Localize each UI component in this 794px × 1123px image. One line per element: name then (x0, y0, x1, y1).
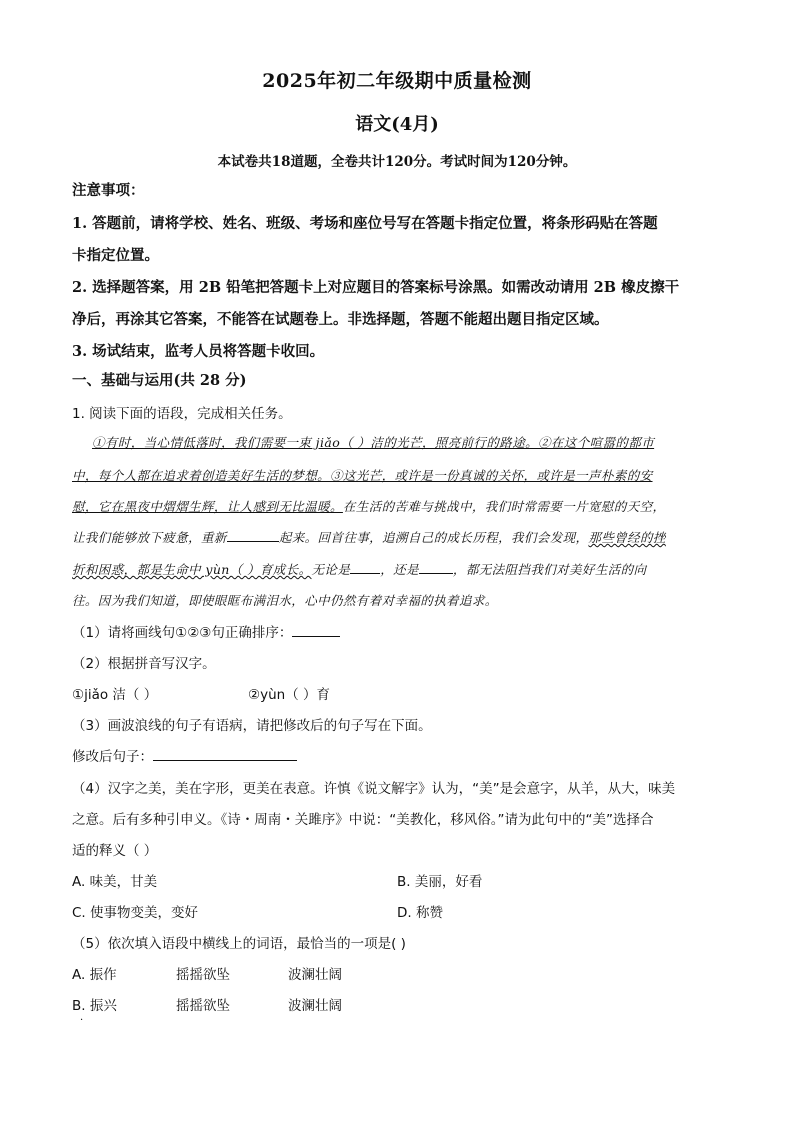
answer-blank-revision[interactable] (153, 748, 297, 761)
option-5a-word-1[interactable]: A. 振作 (72, 967, 117, 983)
sub-question-4-line-2: 之意。后有多种引申义。《诗・周南・关雎序》中说：“美教化，移风俗。”请为此句中的“美”选择合 (72, 812, 654, 828)
note-1-line-1: 1. 答题前，请将学校、姓名、班级、考场和座位号写在答题卡指定位置，将条形码贴在答题 (72, 215, 658, 232)
page-subtitle: 语文(4月) (355, 114, 439, 135)
passage-text: 让我们能够放下疲惫，重新 (72, 530, 227, 545)
passage-underlined-sentence: 中，每个人都在追求着创造美好生活的梦想。③这光芒，或许是一份真诚的关怀，或许是一声朴素的安 (72, 468, 653, 483)
option-c[interactable]: C. 使事物变美，变好 (72, 905, 199, 921)
option-a[interactable]: A. 味美，甘美 (72, 874, 158, 890)
answer-blank-order[interactable] (292, 624, 340, 637)
passage-line-4 (72, 528, 722, 546)
page-title: 2025年初二年级期中质量检测 (262, 70, 532, 92)
note-1-line-2: 卡指定位置。 (72, 247, 159, 264)
pinyin-item-b: ②yùn（ ）育 (248, 687, 330, 703)
question-1-stem: 1. 阅读下面的语段，完成相关任务。 (72, 406, 292, 422)
wavy-underlined-sentence: 那些曾经的挫 (588, 530, 666, 545)
fill-blank-2[interactable] (350, 561, 380, 574)
option-5a-word-2: 摇摇欲坠 (176, 967, 230, 983)
passage-line-5 (72, 560, 722, 578)
fill-blank-3[interactable] (419, 561, 453, 574)
passage-line-2 (72, 466, 722, 484)
section-1-heading: 一、基础与运用(共 28 分) (72, 372, 247, 389)
sub-question-4-line-1: （4）汉字之美，美在字形，更美在表意。许慎《说文解字》认为，“美”是会意字，从羊，从大，味美 (72, 781, 676, 797)
passage-text: 无论是 (311, 562, 351, 577)
answer-label: 修改后句子： (72, 749, 153, 765)
sub-question-4-line-3: 适的释义（ ） (72, 843, 158, 859)
passage-underlined-sentence: 慰，它在黑夜中熠熠生辉，让人感到无比温暖。 (72, 499, 343, 514)
note-2-line-2: 净后，再涂其它答案，不能答在试题卷上。非选择题，答题不能超出题目指定区域。 (72, 311, 609, 328)
passage-text: ，还是 (380, 562, 419, 577)
sub-question-3-answer (72, 745, 722, 765)
sub-question-5: （5）依次填入语段中横线上的词语，最恰当的一项是( ) (72, 936, 406, 952)
exam-intro: 本试卷共18道题，全卷共计120分。考试时间为120分钟。 (217, 154, 577, 170)
option-5b-word-2: 摇摇欲坠 (176, 998, 230, 1014)
passage-text: ，都无法阻挡我们对美好生活的向 (452, 562, 647, 577)
wavy-underlined-sentence: 折和困惑，都是生命中 yùn（ ）育成长。 (72, 562, 312, 577)
passage-line-6: 往。因为我们知道，即使眼眶布满泪水，心中仍然有着对幸福的执着追求。 (72, 593, 498, 608)
sub-question-1 (72, 621, 722, 641)
passage-line-3 (72, 497, 722, 515)
option-5a-word-3: 波澜壮阔 (288, 967, 342, 983)
sub-question-3: （3）画波浪线的句子有语病，请把修改后的句子写在下面。 (72, 718, 432, 734)
note-3: 3. 场试结束，监考人员将答题卡收回。 (72, 343, 325, 360)
sub-question-2: （2）根据拼音写汉字。 (72, 656, 216, 672)
passage-underlined-sentence: ①有时，当心情低落时，我们需要一束 jiǎo（ ）洁的光芒，照亮前行的路途。②在这个喧嚣的都市 (92, 435, 655, 450)
passage-line-1 (92, 433, 742, 451)
passage-text: 在生活的苦难与挑战中，我们时常需要一片宽慰的天空， (342, 499, 666, 514)
pinyin-item-a: ①jiǎo 洁（ ） (72, 687, 158, 703)
option-5b-word-3: 波澜壮阔 (288, 998, 342, 1014)
stray-mark: · (80, 1015, 84, 1026)
passage-text: 起来。回首往事，追溯自己的成长历程，我们会发现， (278, 530, 589, 545)
option-5b-word-1[interactable]: B. 振兴 (72, 998, 117, 1014)
fill-blank-1[interactable] (227, 529, 279, 542)
note-2-line-1: 2. 选择题答案，用 2B 铅笔把答题卡上对应题目的答案标号涂黑。如需改动请用 2B 橡皮擦干 (72, 279, 680, 296)
option-b[interactable]: B. 美丽，好看 (397, 874, 483, 890)
sub-question-1-text: （1）请将画线句①②③句正确排序： (72, 625, 293, 641)
option-d[interactable]: D. 称赞 (397, 905, 443, 921)
notes-heading: 注意事项： (72, 182, 145, 199)
